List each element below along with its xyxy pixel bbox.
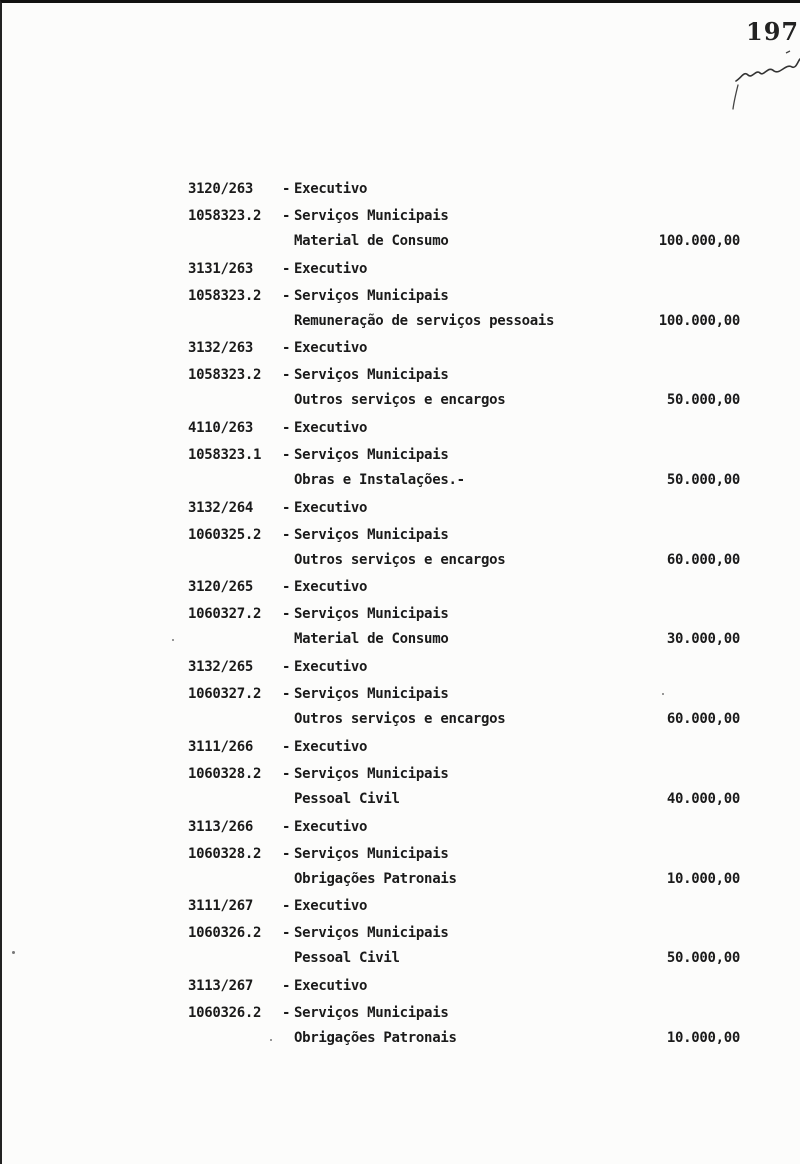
entry-program: 1060327.2 [188,686,262,703]
entry-separator: - [282,738,291,755]
ledger-entry [188,735,748,815]
entry-line-body [188,177,748,201]
ledger-entry [188,496,748,576]
entry-element: Outros serviços e encargos [294,551,506,568]
entry-line-body [188,735,748,759]
entry-separator: - [282,420,291,437]
entry-separator: - [282,765,291,782]
entry-service: Serviços Municipais [294,1004,449,1021]
entry-code: 3132/265 [188,659,254,676]
entry-element: Obrigações Patronais [294,870,457,887]
entry-code: 3131/263 [188,260,254,277]
entry-line-body [188,416,748,440]
entry-separator: - [282,367,291,384]
entry-body: Executivo [294,738,368,755]
entry-body: Executivo [294,499,368,516]
entry-code: 4110/263 [188,420,254,437]
entry-element: Outros serviços e encargos [294,392,506,409]
entry-line-body [188,974,748,998]
entry-element: Obras e Instalações.- [294,472,465,489]
entry-line-element [188,468,748,492]
entry-line-service [188,1001,748,1025]
ledger-entry [188,257,748,337]
entry-body: Executivo [294,340,368,357]
entry-amount: 100.000,00 [658,312,740,329]
entry-line-element [188,867,748,891]
entry-body: Executivo [294,181,368,197]
entry-separator: - [282,977,291,994]
page-number: 197 [746,17,800,46]
entry-line-body [188,257,748,281]
entry-line-service [188,682,748,706]
entry-separator: - [282,686,291,703]
entry-element: Pessoal Civil [294,950,400,967]
entry-body: Executivo [294,420,368,437]
paper-speck [270,1039,272,1041]
entry-amount: 60.000,00 [666,711,740,728]
ledger-entry [188,655,748,735]
entry-body: Executivo [294,579,368,596]
entry-element: Outros serviços e encargos [294,711,506,728]
entry-program: 1060326.2 [188,1004,262,1021]
entry-program: 1060327.2 [188,606,262,623]
entry-program: 1060325.2 [188,526,262,543]
entry-service: Serviços Municipais [294,765,449,782]
ledger-entry [188,177,748,257]
handwritten-initials-mark [730,47,800,117]
entry-separator: - [282,898,291,915]
entry-element: Pessoal Civil [294,790,400,807]
entry-amount: 30.000,00 [666,631,740,648]
entry-amount: 50.000,00 [666,472,740,489]
entry-line-service [188,443,748,467]
entry-line-service [188,762,748,786]
entry-element: Material de Consumo [294,631,449,648]
entry-body: Executivo [294,898,368,915]
entry-program: 1058323.2 [188,287,262,304]
entry-line-body [188,815,748,839]
entry-amount: 10.000,00 [666,870,740,887]
entry-line-element [188,309,748,333]
entry-program: 1058323.2 [188,367,262,384]
entry-amount: 60.000,00 [666,551,740,568]
entry-line-element [188,946,748,970]
entry-program: 1060328.2 [188,765,262,782]
entry-service: Serviços Municipais [294,367,449,384]
entry-separator: - [282,1004,291,1021]
entry-service: Serviços Municipais [294,925,449,942]
entry-service: Serviços Municipais [294,606,449,623]
entry-body: Executivo [294,818,368,835]
entry-separator: - [282,340,291,357]
entry-code: 3120/263 [188,181,254,197]
entry-line-element [188,787,748,811]
entry-amount: 100.000,00 [658,233,740,249]
entry-separator: - [282,606,291,623]
entry-amount: 50.000,00 [666,392,740,409]
entry-code: 3132/264 [188,499,254,516]
entry-line-body [188,336,748,360]
entry-line-service [188,363,748,387]
entry-line-body [188,894,748,918]
entry-program: 1060328.2 [188,845,262,862]
entry-separator: - [282,579,291,596]
entry-line-element [188,229,748,253]
paper-speck [172,639,174,641]
entry-separator: - [282,845,291,862]
entry-amount: 50.000,00 [666,950,740,967]
entry-code: 3113/266 [188,818,254,835]
entry-program: 1060326.2 [188,925,262,942]
entry-amount: 40.000,00 [666,790,740,807]
entry-separator: - [282,659,291,676]
ledger-entry [188,974,748,1054]
entry-code: 3111/266 [188,738,254,755]
entry-separator: - [282,526,291,543]
entry-amount: 10.000,00 [666,1029,740,1046]
entry-separator: - [282,181,291,197]
entry-code: 3113/267 [188,977,254,994]
ledger-entry [188,894,748,974]
entry-code: 3120/265 [188,579,254,596]
entry-line-body [188,575,748,599]
ledger-entry [188,815,748,895]
entry-line-body [188,655,748,679]
entry-service: Serviços Municipais [294,287,449,304]
entry-service: Serviços Municipais [294,526,449,543]
entry-line-element [188,388,748,412]
entry-element: Remuneração de serviços pessoais [294,312,555,329]
paper-speck [12,951,15,954]
entry-line-service [188,204,748,228]
entry-body: Executivo [294,260,368,277]
entry-program: 1058323.1 [188,447,262,464]
entry-separator: - [282,925,291,942]
entry-separator: - [282,260,291,277]
ledger-entries [188,177,748,1054]
entry-program: 1058323.2 [188,208,262,224]
entry-separator: - [282,499,291,516]
ledger-entry [188,336,748,416]
entry-code: 3132/263 [188,340,254,357]
entry-body: Executivo [294,977,368,994]
entry-line-service [188,284,748,308]
entry-line-element [188,707,748,731]
entry-separator: - [282,208,291,224]
ledger-entry [188,575,748,655]
entry-line-element [188,548,748,572]
paper-speck [662,693,664,695]
entry-separator: - [282,447,291,464]
entry-line-element [188,627,748,651]
entry-line-service [188,602,748,626]
entry-body: Executivo [294,659,368,676]
entry-service: Serviços Municipais [294,686,449,703]
ledger-entry [188,416,748,496]
entry-service: Serviços Municipais [294,447,449,464]
entry-service: Serviços Municipais [294,208,449,224]
entry-line-element [188,1026,748,1050]
entry-service: Serviços Municipais [294,845,449,862]
entry-element: Material de Consumo [294,233,449,249]
entry-line-service [188,921,748,945]
entry-line-service [188,842,748,866]
entry-separator: - [282,287,291,304]
entry-line-body [188,496,748,520]
entry-code: 3111/267 [188,898,254,915]
entry-line-service [188,523,748,547]
entry-element: Obrigações Patronais [294,1029,457,1046]
entry-separator: - [282,818,291,835]
